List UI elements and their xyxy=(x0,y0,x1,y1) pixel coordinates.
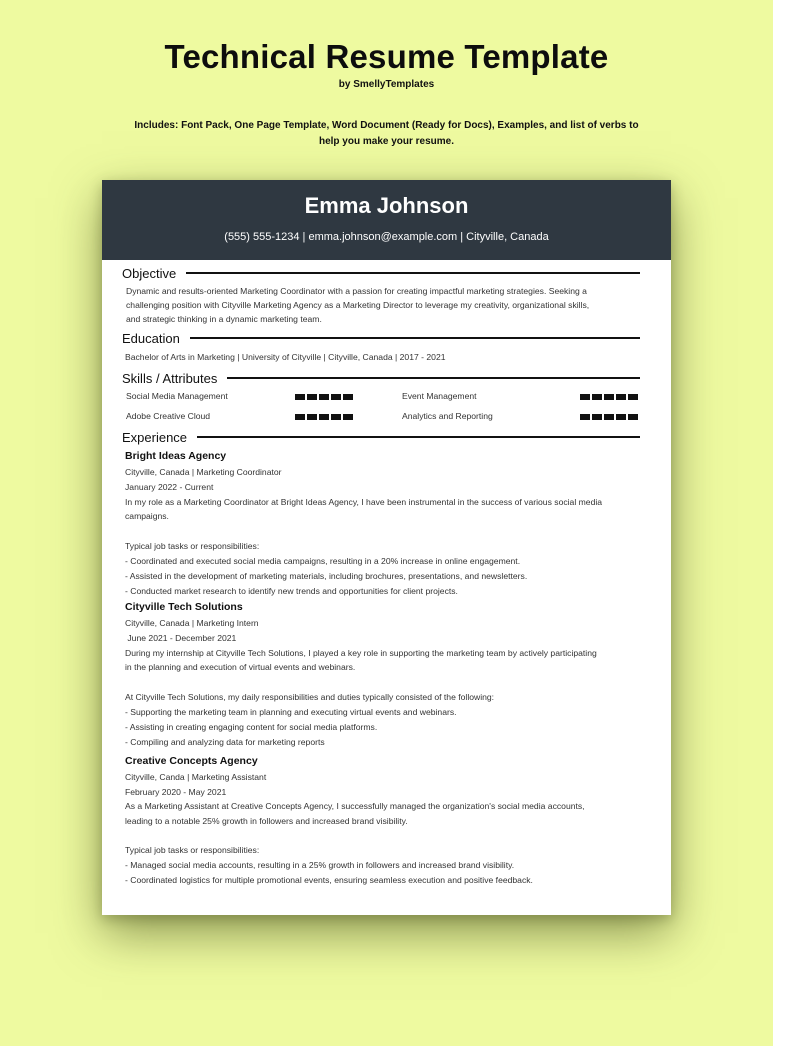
job-line: - Assisting in creating engaging content for social media platforms. xyxy=(125,722,378,732)
skill-rating-bars xyxy=(295,394,353,400)
job-location-role: Cityville, Canda | Marketing Assistant xyxy=(125,772,267,782)
section-skills xyxy=(122,370,640,386)
skill-bar-segment xyxy=(628,394,638,400)
skill-bar-segment xyxy=(295,394,305,400)
job-line: - Compiling and analyzing data for marketing reports xyxy=(125,737,325,747)
job-company: Bright Ideas Agency xyxy=(125,450,227,462)
skill-name: Social Media Management xyxy=(126,391,228,401)
skill-bar-segment xyxy=(592,394,602,400)
job-line: - Supporting the marketing team in planning and executing virtual events and webinars. xyxy=(125,707,457,717)
resume-name: Emma Johnson xyxy=(304,193,469,218)
includes-line: Includes: Font Pack, One Page Template, Word Document (Ready for Docs), Examples, and list of verbs to xyxy=(134,120,639,131)
skill-bar-segment xyxy=(319,394,329,400)
section-divider xyxy=(197,436,640,438)
section-divider xyxy=(186,272,640,274)
skill-bar-segment xyxy=(331,394,341,400)
skill-bar-segment xyxy=(343,394,353,400)
job-line: Typical job tasks or responsibilities: xyxy=(125,845,260,855)
objective-line: and strategic thinking in a dynamic marketing team. xyxy=(126,314,322,324)
skill-bar-segment xyxy=(616,394,626,400)
skill-bar-segment xyxy=(295,414,305,420)
section-divider xyxy=(227,377,640,379)
section-title: Skills / Attributes xyxy=(122,370,218,386)
job-line: - Conducted market research to identify new trends and opportunities for client projects. xyxy=(125,586,458,596)
skill-name: Analytics and Reporting xyxy=(402,411,493,421)
skill-name: Event Management xyxy=(402,391,477,401)
skill-name: Adobe Creative Cloud xyxy=(126,411,211,421)
skill-bar-segment xyxy=(604,414,614,420)
education-text: Bachelor of Arts in Marketing | University of Cityville | Cityville, Canada | 2017 - 2021 xyxy=(125,352,446,362)
job-line: campaigns. xyxy=(125,511,169,521)
resume-contact: (555) 555-1234 | emma.johnson@example.com | Cityville, Canada xyxy=(224,231,549,243)
job-location-role: Cityville, Canada | Marketing Intern xyxy=(125,618,259,628)
skill-rating-bars xyxy=(295,414,353,420)
job-company: Cityville Tech Solutions xyxy=(125,601,243,613)
section-experience xyxy=(122,429,640,445)
skill-bar-segment xyxy=(331,414,341,420)
job-line: In my role as a Marketing Coordinator at Bright Ideas Agency, I have been instrumental in the success of various social media xyxy=(125,497,603,507)
skill-bar-segment xyxy=(628,414,638,420)
skill-bar-segment xyxy=(307,414,317,420)
resume-banner xyxy=(102,180,671,260)
skill-bar-segment xyxy=(580,394,590,400)
job-dates: February 2020 - May 2021 xyxy=(125,787,227,797)
resume-document xyxy=(102,180,671,915)
job-line: - Coordinated and executed social media campaigns, resulting in a 20% increase in online engagement. xyxy=(125,556,521,566)
section-title: Education xyxy=(122,330,180,346)
job-line: - Assisted in the development of marketing materials, including brochures, presentations, and newsletters. xyxy=(125,571,528,581)
job-line: - Coordinated logistics for multiple promotional events, ensuring seamless execution and positive feedback. xyxy=(125,875,533,885)
skill-bar-segment xyxy=(592,414,602,420)
section-objective xyxy=(122,265,640,281)
objective-line: challenging position with Cityville Marketing Agency as a Marketing Director to leverage my creativity, organizational skills, xyxy=(126,300,590,310)
skill-bar-segment xyxy=(616,414,626,420)
job-line: At Cityville Tech Solutions, my daily responsibilities and duties typically consisted of the following: xyxy=(125,692,495,702)
job-line: During my internship at Cityville Tech Solutions, I played a key role in supporting the marketing team by actively participating xyxy=(125,648,597,658)
job-line: in the planning and execution of virtual events and webinars. xyxy=(125,662,356,672)
job-company: Creative Concepts Agency xyxy=(125,755,258,767)
job-location-role: Cityville, Canada | Marketing Coordinator xyxy=(125,467,282,477)
page-title: Technical Resume Template xyxy=(164,38,609,75)
job-dates: January 2022 - Current xyxy=(125,482,214,492)
skill-bar-segment xyxy=(343,414,353,420)
section-education xyxy=(122,330,640,346)
skill-rating-bars xyxy=(580,394,638,400)
includes-text xyxy=(130,118,643,150)
job-line: leading to a notable 25% growth in followers and increased brand visibility. xyxy=(125,816,408,826)
page-subtitle: by SmellyTemplates xyxy=(338,79,435,90)
job-dates: June 2021 - December 2021 xyxy=(125,633,237,643)
skill-bar-segment xyxy=(604,394,614,400)
objective-line: Dynamic and results-oriented Marketing Coordinator with a passion for creating impactful marketing strategies. Seeking a xyxy=(126,286,587,296)
objective-text xyxy=(126,284,646,326)
section-title: Objective xyxy=(122,265,177,281)
includes-line: help you make your resume. xyxy=(318,136,455,147)
job-line: As a Marketing Assistant at Creative Concepts Agency, I successfully managed the organization's social media accounts, xyxy=(125,801,585,811)
skill-bar-segment xyxy=(307,394,317,400)
job-line: Typical job tasks or responsibilities: xyxy=(125,541,260,551)
skill-rating-bars xyxy=(580,414,638,420)
skill-bar-segment xyxy=(580,414,590,420)
skill-bar-segment xyxy=(319,414,329,420)
job-line: - Managed social media accounts, resulting in a 25% growth in followers and increased brand visibility. xyxy=(125,860,515,870)
section-divider xyxy=(190,337,640,339)
section-title: Experience xyxy=(122,429,188,445)
